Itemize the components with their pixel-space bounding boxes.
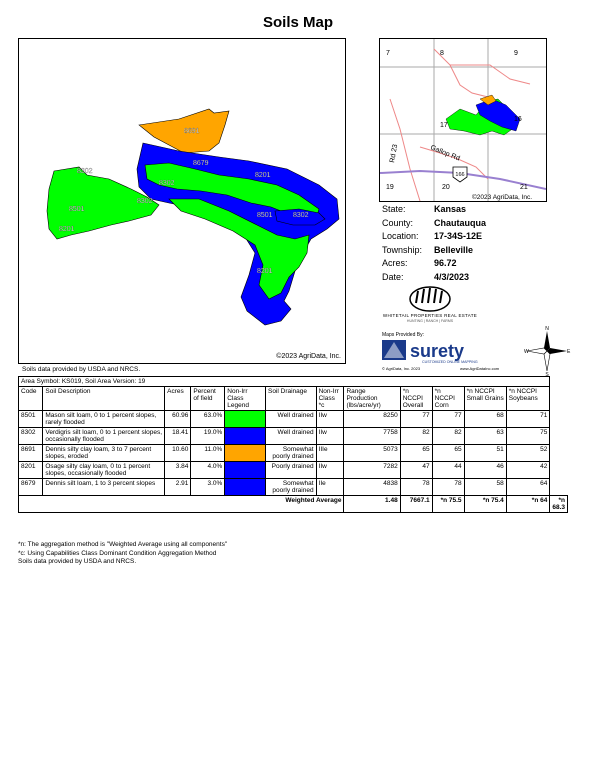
svg-text:E: E bbox=[567, 349, 571, 355]
info-row-acres bbox=[382, 258, 486, 272]
weighted-average-row bbox=[19, 496, 568, 513]
footnote: Soils data provided by USDA and NRCS. bbox=[18, 558, 137, 565]
table-row bbox=[19, 462, 568, 479]
info-row-township bbox=[382, 245, 486, 259]
info-row-location bbox=[382, 231, 486, 245]
info-label: Location: bbox=[382, 231, 419, 241]
svg-text:Maps Provided By:: Maps Provided By: bbox=[382, 332, 424, 338]
brand-tagline: HUNTING | RANCH | FARMS bbox=[406, 319, 454, 323]
cell-acres: 18.41 bbox=[165, 428, 191, 445]
weighted-corn: *n 75.4 bbox=[464, 496, 506, 513]
road-label-rd23: Rd 23 bbox=[389, 143, 400, 164]
class-legend-swatch bbox=[225, 479, 266, 496]
weighted-grains: *n 64 bbox=[506, 496, 550, 513]
map-label-8302: 8302 bbox=[293, 212, 309, 219]
cell-overall: 65 bbox=[400, 445, 432, 462]
map-label-8302: 8302 bbox=[77, 168, 93, 175]
cell-desc: Dennis silt loam, 1 to 3 percent slopes bbox=[43, 479, 165, 496]
class-legend-swatch bbox=[225, 445, 266, 462]
locator-map-canvas bbox=[380, 39, 546, 201]
section-19: 19 bbox=[386, 184, 394, 191]
cell-grains: 46 bbox=[464, 462, 506, 479]
cell-soy: 52 bbox=[506, 445, 550, 462]
cell-cls: IIw bbox=[316, 462, 344, 479]
cell-pct: 63.0% bbox=[191, 411, 225, 428]
section-21: 21 bbox=[520, 184, 528, 191]
map-label-8302: 8201 bbox=[257, 268, 273, 275]
cell-soy: 71 bbox=[506, 411, 550, 428]
data-source-note: Soils data provided by USDA and NRCS. bbox=[22, 366, 141, 373]
info-label: Date: bbox=[382, 271, 404, 282]
cell-grains: 63 bbox=[464, 428, 506, 445]
cell-drainage: Somewhat poorly drained bbox=[265, 445, 316, 462]
col-header: Code bbox=[19, 387, 43, 411]
cell-drainage: Well drained bbox=[265, 428, 316, 445]
cell-drainage: Somewhat poorly drained bbox=[265, 479, 316, 496]
locator-map[interactable] bbox=[379, 38, 547, 202]
cell-cls: IIw bbox=[316, 411, 344, 428]
table-row bbox=[19, 445, 568, 462]
table-row bbox=[19, 428, 568, 445]
section-7: 7 bbox=[386, 50, 390, 57]
cell-range: 7282 bbox=[344, 462, 400, 479]
surety-logo-graphic bbox=[380, 330, 515, 372]
cell-soy: 64 bbox=[506, 479, 550, 496]
svg-text:surety: surety bbox=[410, 341, 465, 361]
map-label-8691: 8691 bbox=[184, 128, 200, 135]
cell-cls: IIIe bbox=[316, 445, 344, 462]
table-header-row bbox=[19, 387, 568, 411]
highway-shield-icon bbox=[453, 167, 467, 182]
map-label-8501: 8501 bbox=[69, 206, 85, 213]
cell-pct: 11.0% bbox=[191, 445, 225, 462]
table-row bbox=[19, 411, 568, 428]
cell-range: 4838 bbox=[344, 479, 400, 496]
cell-soy: 75 bbox=[506, 428, 550, 445]
road-label-gallop: Gallop Rd bbox=[429, 144, 461, 163]
inset-copyright: ©2023 AgriData, Inc. bbox=[472, 194, 533, 201]
info-value: 17-34S-12E bbox=[434, 231, 483, 241]
info-label: State: bbox=[382, 204, 406, 214]
soils-map[interactable] bbox=[18, 38, 346, 364]
property-info bbox=[382, 204, 486, 285]
table-row bbox=[19, 479, 568, 496]
cell-range: 8250 bbox=[344, 411, 400, 428]
col-header: Range Production (lbs/acre/yr) bbox=[344, 387, 400, 411]
info-value: Kansas bbox=[434, 204, 467, 214]
cell-grains: 51 bbox=[464, 445, 506, 462]
col-header: *n NCCPI Soybeans bbox=[506, 387, 550, 411]
info-label: Township: bbox=[382, 244, 423, 255]
col-header: Soil Drainage bbox=[265, 387, 316, 411]
info-row-state bbox=[382, 204, 486, 218]
cell-grains: 58 bbox=[464, 479, 506, 496]
weighted-soy: *n 68.3 bbox=[550, 496, 568, 513]
col-header: *n NCCPI Corn bbox=[432, 387, 464, 411]
surety-logo[interactable] bbox=[380, 330, 515, 372]
info-label: County: bbox=[382, 217, 414, 228]
cell-corn: 44 bbox=[432, 462, 464, 479]
section-20: 20 bbox=[442, 184, 450, 191]
cell-code: 8201 bbox=[19, 462, 43, 479]
col-header: Acres bbox=[165, 387, 191, 411]
col-header: *n NCCPI Small Grains bbox=[464, 387, 506, 411]
svg-text:166: 166 bbox=[455, 172, 465, 178]
cell-acres: 10.60 bbox=[165, 445, 191, 462]
map-label-8201: 8201 bbox=[59, 226, 75, 233]
cell-corn: 82 bbox=[432, 428, 464, 445]
cell-code: 8691 bbox=[19, 445, 43, 462]
antler-icon bbox=[380, 285, 480, 313]
page-title: Soils Map bbox=[262, 14, 333, 31]
cell-overall: 47 bbox=[400, 462, 432, 479]
class-legend-swatch bbox=[225, 428, 266, 445]
cell-cls: IIe bbox=[316, 479, 344, 496]
svg-text:W: W bbox=[524, 349, 529, 355]
cell-code: 8501 bbox=[19, 411, 43, 428]
svg-text:CUSTOMIZED ONLINE MAPPING: CUSTOMIZED ONLINE MAPPING bbox=[422, 360, 478, 364]
cell-desc: Osage silty clay loam, 0 to 1 percent slopes, occasionally flooded bbox=[43, 462, 165, 479]
cell-drainage: Poorly drained bbox=[265, 462, 316, 479]
svg-text:S: S bbox=[545, 372, 549, 376]
footnote: *n: The aggregation method is "Weighted Average using all components" bbox=[18, 541, 228, 548]
cell-grains: 68 bbox=[464, 411, 506, 428]
cell-acres: 2.91 bbox=[165, 479, 191, 496]
cell-range: 7758 bbox=[344, 428, 400, 445]
cell-desc: Mason silt loam, 0 to 1 percent slopes, rarely flooded bbox=[43, 411, 165, 428]
cell-corn: 65 bbox=[432, 445, 464, 462]
class-legend-swatch bbox=[225, 411, 266, 428]
cell-pct: 19.0% bbox=[191, 428, 225, 445]
cell-overall: 82 bbox=[400, 428, 432, 445]
footnote: *c: Using Capabilities Class Dominant Condition Aggregation Method bbox=[18, 549, 217, 557]
info-row-date bbox=[382, 272, 486, 286]
cell-acres: 60.96 bbox=[165, 411, 191, 428]
cell-acres: 3.84 bbox=[165, 462, 191, 479]
section-8: 8 bbox=[440, 50, 444, 57]
cell-code: 8302 bbox=[19, 428, 43, 445]
map-label-8679: 8679 bbox=[193, 160, 209, 167]
map-label-8302: 8302 bbox=[137, 198, 153, 205]
table-area-row bbox=[19, 377, 568, 387]
col-header: *n NCCPI Overall bbox=[400, 387, 432, 411]
info-value: 96.72 bbox=[434, 258, 457, 268]
weighted-range: 7667.1 bbox=[400, 496, 432, 513]
area-symbol: Area Symbol: KS019, Soil Area Version: 19 bbox=[19, 377, 550, 387]
brand-name: WHITETAIL PROPERTIES REAL ESTATE bbox=[382, 313, 478, 318]
svg-text:N: N bbox=[545, 326, 549, 332]
info-label: Acres: bbox=[382, 258, 408, 268]
col-header: Non-Irr Class *c bbox=[316, 387, 344, 411]
cell-corn: 78 bbox=[432, 479, 464, 496]
soils-map-canvas bbox=[19, 39, 345, 363]
cell-overall: 78 bbox=[400, 479, 432, 496]
svg-text:© AgriData, Inc. 2023: © AgriData, Inc. 2023 bbox=[382, 366, 421, 371]
cell-desc: Dennis silty clay loam, 3 to 7 percent slopes, eroded bbox=[43, 445, 165, 462]
cell-overall: 77 bbox=[400, 411, 432, 428]
info-value: Chautauqua bbox=[434, 217, 487, 228]
cell-drainage: Well drained bbox=[265, 411, 316, 428]
cell-code: 8679 bbox=[19, 479, 43, 496]
cell-pct: 4.0% bbox=[191, 462, 225, 479]
section-16: 16 bbox=[514, 116, 522, 123]
cell-range: 5073 bbox=[344, 445, 400, 462]
info-value: Belleville bbox=[434, 244, 474, 255]
weighted-average-label: Weighted Average bbox=[19, 496, 344, 513]
info-row-county bbox=[382, 218, 486, 232]
map-label-8302: 8302 bbox=[159, 180, 175, 187]
compass-rose-icon bbox=[522, 326, 572, 376]
map-label-8201: 8201 bbox=[255, 172, 271, 179]
section-9: 9 bbox=[514, 50, 518, 57]
soils-table bbox=[18, 376, 568, 513]
section-17: 17 bbox=[440, 122, 448, 129]
col-header: Percent of field bbox=[191, 387, 225, 411]
whitetail-logo[interactable] bbox=[380, 285, 480, 327]
cell-corn: 77 bbox=[432, 411, 464, 428]
weighted-overall: *n 75.5 bbox=[432, 496, 464, 513]
weighted-class: 1.48 bbox=[344, 496, 400, 513]
footnotes bbox=[18, 541, 227, 567]
cell-pct: 3.0% bbox=[191, 479, 225, 496]
map-copyright: ©2023 AgriData, Inc. bbox=[276, 353, 341, 360]
svg-text:www.AgriDataInc.com: www.AgriDataInc.com bbox=[460, 366, 500, 371]
info-value: 4/3/2023 bbox=[434, 271, 470, 282]
cell-cls: IIw bbox=[316, 428, 344, 445]
col-header: Non-Irr Class Legend bbox=[225, 387, 266, 411]
col-header: Soil Description bbox=[43, 387, 165, 411]
class-legend-swatch bbox=[225, 462, 266, 479]
cell-desc: Verdigris silt loam, 0 to 1 percent slopes, occasionally flooded bbox=[43, 428, 165, 445]
map-label-8501: 8501 bbox=[257, 212, 273, 219]
cell-soy: 42 bbox=[506, 462, 550, 479]
